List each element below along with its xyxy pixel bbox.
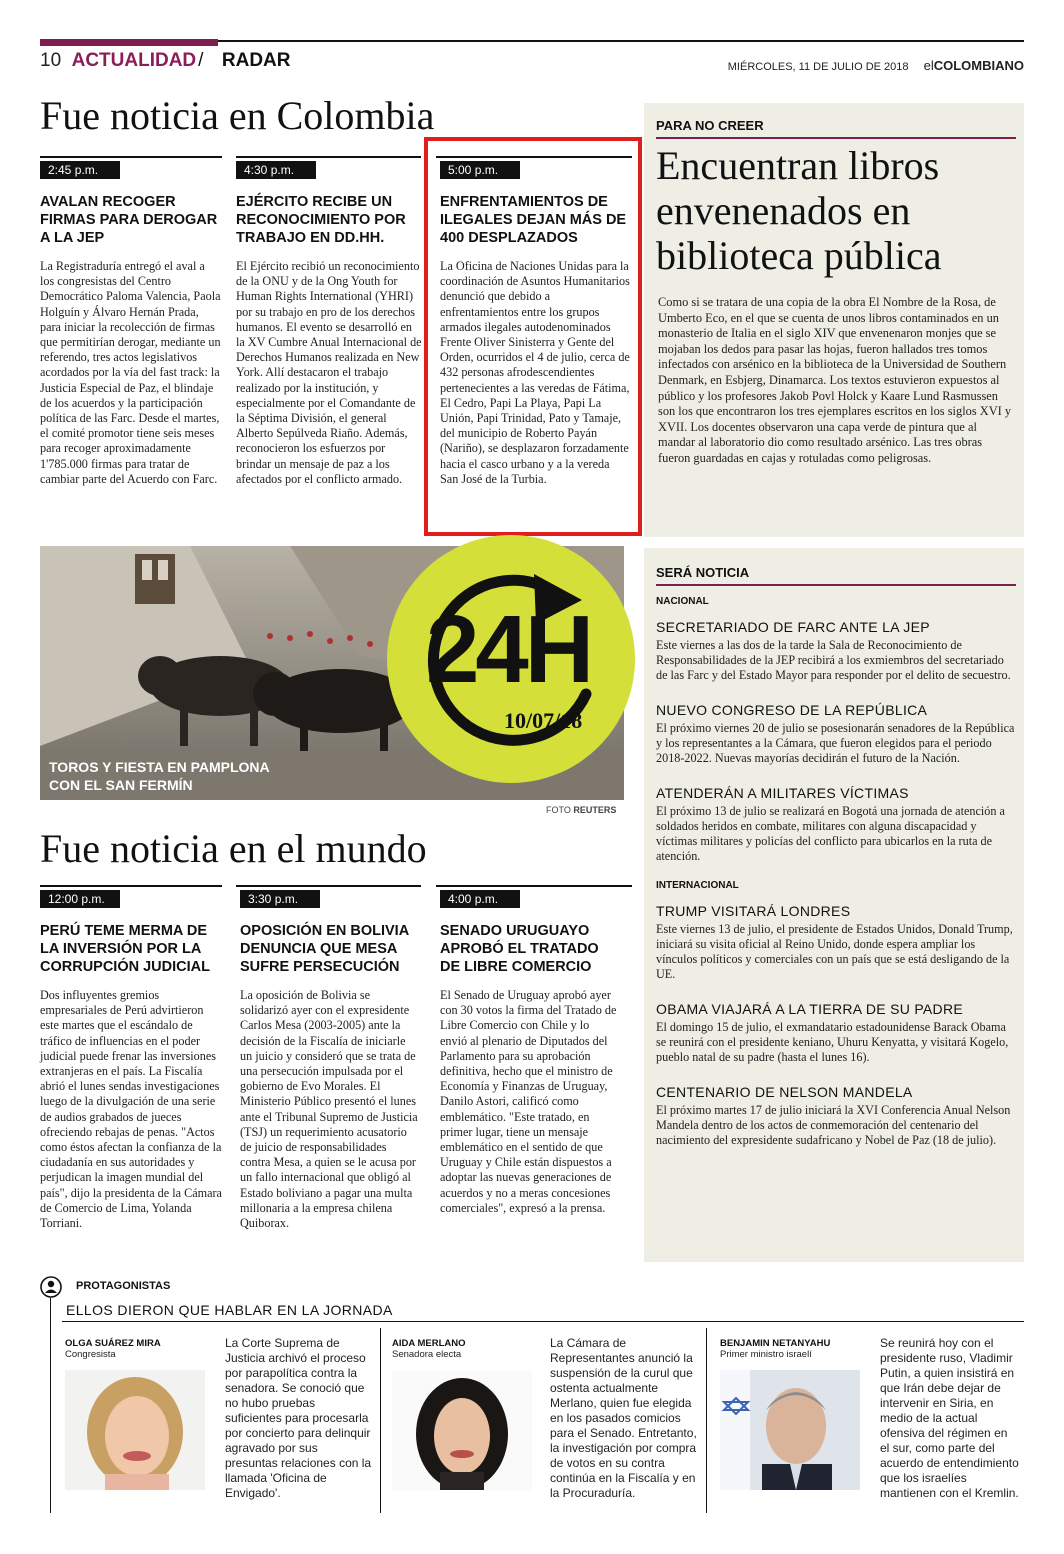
news-time: 12:00 p.m. (40, 890, 120, 908)
protagonist-name: BENJAMIN NETANYAHU (720, 1338, 831, 1349)
para-no-creer-body: Como si se tratara de una copia de la obra El Nombre de la Rosa, de Umberto Eco, en el que se cuenta de unos libros contaminados en un monasterio de Italia en el siglo XIV que envenenaron monjes que se mojaban los dedos para pasar las hojas, fueron hallados tres tomos infectados con arsénico en la biblioteca de la Universidad de Southern Denmark, en Esbjerg, Dinamarca. Los textos estuvieron expuestos al público y los profesores Jakob Povl Holck y Kaare Lund Rasmussen son los que encontraron los tres ejemplares escritos en los siglos XVI y XVII. Los docentes observaron una capa verde de pintura que al mandar al laboratorio dio como resultado arsénico. Las tres obras fueron guardadas en cajas y rotuladas como peligrosas. (658, 295, 1012, 465)
news-time: 3:30 p.m. (240, 890, 320, 908)
column-rule (436, 885, 632, 887)
protagonist-name: OLGA SUÁREZ MIRA (65, 1338, 161, 1349)
photo-credit-name: REUTERS (573, 805, 617, 815)
sera-noticia-body: El próximo 13 de julio se realizará en Bogotá una jornada de atención a soldados heridos en combate, militares con alguna discapacidad y víctimas militares y policías del conflicto para ubicarlos en la ruta de atención. (656, 804, 1005, 863)
sera-noticia-list (656, 596, 1016, 1148)
24h-badge-text: 24H (426, 596, 591, 703)
news-headline: OPOSICIÓN EN BOLIVIA DENUNCIA QUE MESA SUFRE PERSECUCIÓN (240, 923, 409, 975)
brand-prefix: el (923, 58, 934, 73)
section-name: ACTUALIDAD (71, 50, 197, 71)
protagonist-photo (65, 1370, 205, 1490)
photo-caption (49, 758, 270, 794)
column-rule (236, 156, 421, 158)
news-time: 5:00 p.m. (440, 161, 520, 179)
sera-noticia-item (656, 702, 1016, 766)
brand-name: COLOMBIANO (933, 58, 1024, 73)
news-headline: SENADO URUGUAYO APROBÓ EL TRATADO DE LIBRE COMERCIO (440, 923, 599, 975)
news-item (240, 888, 420, 1231)
protagonist-photo (720, 1370, 860, 1490)
news-item (440, 888, 618, 1216)
protagonist-role: Senadora electa (392, 1349, 462, 1360)
sera-noticia-item (656, 903, 1016, 982)
news-body: El Ejército recibió un reconocimiento de la ONU y de la Ong Youth for Human Rights International (YHRI) por su trabajo en pro de los derechos humanos. El evento se desarrolló en la XV Cumbre Anual Internacional de Derechos Humanos realizada en New York. Allí destacaron el trabajo realizado por la institución, y especialmente por el Comandante de la Séptima División, el general Alberto Sepúlveda Riaño. Además, reconocieron los esfuerzos por brindar un mensaje de paz a los afectados por el conflicto armado. (236, 259, 422, 486)
protagonist-text: La Corte Suprema de Justicia archivó el proceso por parapolítica contra la senadora. Se conoció que no hubo pruebas suficientes para procesarla por concierto para delinquir agravado por sus presuntas relaciones con la llamada 'Oficina de Envigado'. (225, 1336, 372, 1500)
section-slash: / (198, 50, 204, 71)
news-body: La Registraduría entregó el aval a los congresistas del Centro Democrático Paloma Valencia, Paola Holguín y Álvaro Hernán Prada, para iniciar la recolección de firmas que permitirían derogar, mediante un referendo, tres actos legislativos acordados por la vía del fast track: la Justicia Especial de Paz, el blindaje de los acuerdos y la participación política de las Farc. Desde el martes, el comité promotor tiene seis meses para recoger aproximadamente 1'785.000 firmas para tratar de cambiar parte del Acuerdo con Farc. (40, 259, 221, 486)
sera-noticia-title: OBAMA VIAJARÁ A LA TIERRA DE SU PADRE (656, 1001, 964, 1017)
sera-noticia-title: SECRETARIADO DE FARC ANTE LA JEP (656, 619, 930, 635)
news-body: El Senado de Uruguay aprobó ayer con 30 votos la firma del Tratado de Libre Comercio con Chile y lo envió al plenario de Diputados del Parlamento para su aprobación definitiva, hecho que el ministro de Economía y Finanzas de Uruguay, Danilo Astori, calificó como emblemático. "Este tratado, en primer lugar, tiene un mensaje emblemático en el sentido de que Uruguay y Chile están dispuestos a adoptar las nuevas generaciones de acuerdos y no a meras concesiones comerciales", expresó a la prensa. (440, 988, 617, 1215)
protagonist-card (392, 1338, 712, 1518)
news-time: 4:30 p.m. (236, 161, 316, 179)
issue-date: MIÉRCOLES, 11 DE JULIO DE 2018 (727, 61, 909, 73)
column-rule (40, 885, 222, 887)
sera-noticia-body: Este viernes 13 de julio, el presidente de Estados Unidos, Donald Trump, iniciará su visita oficial al Reino Unido, donde espera ampliar los vínculos políticos y comerciales con un país que se está desligando de la UE. (656, 922, 1013, 981)
sera-noticia-label-wrap (656, 562, 1016, 586)
sera-noticia-title: NUEVO CONGRESO DE LA REPÚBLICA (656, 702, 928, 718)
sera-noticia-body: El próximo martes 17 de julio iniciará la XVI Conferencia Anual Nelson Mandela dentro de los actos de conmemoración del centenario del nacimiento del expresidente sudafricano y Nobel de Paz (18 de julio). (656, 1103, 1011, 1147)
column-rule (236, 885, 421, 887)
header-date-brand (728, 58, 1024, 73)
photo-caption-line1: TOROS Y FIESTA EN PAMPLONA (49, 759, 270, 775)
news-headline: AVALAN RECOGER FIRMAS PARA DEROGAR A LA JEP (40, 194, 218, 246)
news-body: La Oficina de Naciones Unidas para la coordinación de Asuntos Humanitarios denunció que debido a enfrentamientos entre los grupos armados ilegales autodenominados Frente Oliver Sinisterra y Gente del Orden, ocurridos el 4 de julio, cerca de 432 personas afrodescendientes pertenecientes a las veredas de Fátima, El Cedro, Papi La Playa, Papi La Unión, Papi Trinidad, Pato y Tamaje, del municipio de Roberto Payán (Nariño), se desplazaron forzadamente hacia el casco urbano y a la vereda San José de la Turbia. (440, 259, 630, 486)
internacional-label: INTERNACIONAL (656, 880, 739, 891)
sera-noticia-item (656, 1084, 1016, 1148)
photo-credit-prefix: FOTO (546, 805, 571, 815)
protagonist-role: Primer ministro israelí (720, 1349, 812, 1360)
news-item (40, 888, 222, 1231)
para-no-creer-label: PARA NO CREER (656, 118, 764, 133)
sera-noticia-item (656, 1001, 1016, 1065)
24h-badge (386, 534, 636, 784)
para-no-creer-title: Encuentran libros envenenados en biblioteca pública (656, 143, 942, 278)
protagonist-text: Se reunirá hoy con el presidente ruso, Vladimir Putin, a quien insistirá en que Irán debe dejar de intervenir en Siria, en medio de la actual ofensiva del régimen en el sur, como parte del acuerdo de entendimiento que los israelíes mantienen con el Kremlin. (880, 1336, 1019, 1500)
subsection-name: RADAR (221, 50, 291, 71)
news-time: 4:00 p.m. (440, 890, 520, 908)
protagonistas-subtitle: ELLOS DIERON QUE HABLAR EN LA JORNADA (66, 1302, 393, 1318)
highlight-box (424, 137, 642, 536)
header-accent-bar (40, 39, 218, 46)
24h-badge-date: 10/07/18 (504, 708, 583, 733)
column-rule (40, 156, 222, 158)
colombia-title: Fue noticia en Colombia (40, 93, 435, 138)
news-body: Dos influyentes gremios empresariales de Perú advirtieron este martes que el escándalo de tráfico de influencias en el poder judicial puede frenar las inversiones extranjeras en el país. La Fiscalía abrió el lunes sendas investigaciones luego de la divulgación de una serie de audios grabados de jueces ofreciendo rebajas de penas. "Actos como éstos afectan la confianza de la ciudadanía en sus autoridades y perjudican la imagen mundial del país", dijo la presidenta de la Cámara de Comercio de Lima, Yolanda Torriani. (40, 988, 222, 1231)
protagonist-text: La Cámara de Representantes anunció la suspensión de la curul que ostenta actualmente Merlano, quien fue elegida en los pasados comicios para el Senado. Entretanto, la investigación por compra de votos en su contra continúa en la Fiscalía y en la Procuraduría. (550, 1336, 697, 1500)
news-headline: EJÉRCITO RECIBE UN RECONOCIMIENTO POR TRABAJO EN DD.HH. (236, 194, 406, 246)
nacional-label: NACIONAL (656, 596, 709, 607)
news-body: La oposición de Bolivia se solidarizó ayer con el expresidente Carlos Mesa (2003-2005) ante la decisión de la Fiscalía de iniciarle un juicio y consideró que se trata de una persecución impulsada por el gobierno de Evo Morales. El Ministerio Público presentó el lunes ante el Tribunal Supremo de Justicia (TSJ) un requerimiento acusatorio de juicio de responsabilidades contra Mesa, a quien se le acusa por un fallo internacional que obligó al Estado boliviano a pagar una multa millonaria a la empresa chilena Quiborax. (240, 988, 418, 1231)
sera-noticia-title: CENTENARIO DE NELSON MANDELA (656, 1084, 913, 1100)
protagonist-role: Congresista (65, 1349, 116, 1360)
news-headline: PERÚ TEME MERMA DE LA INVERSIÓN POR LA CORRUPCIÓN JUDICIAL (40, 923, 210, 975)
person-icon (40, 1276, 62, 1298)
para-no-creer-label-wrap (656, 115, 1016, 139)
news-item (40, 159, 222, 487)
sera-noticia-item (656, 785, 1016, 864)
protagonist-card (720, 1338, 1024, 1518)
protagonistas-label: PROTAGONISTAS (76, 1280, 171, 1292)
photo-caption-line2: CON EL SAN FERMÍN (49, 777, 193, 793)
sera-noticia-body: El domingo 15 de julio, el exmandatario estadounidense Barack Obama se reunirá con el presidente keniano, Uhuru Kenyatta, y visitará Kogelo, pueblo natal de su padre (hasta el lunes 16). (656, 1020, 1009, 1064)
protagonist-card (65, 1338, 385, 1518)
sera-noticia-item (656, 619, 1016, 683)
protagonistas-vrule (50, 1298, 51, 1513)
protagonistas-section (40, 1276, 1024, 1516)
news-item (236, 159, 422, 487)
protagonistas-divider (706, 1328, 707, 1513)
news-time: 2:45 p.m. (40, 161, 120, 179)
protagonistas-divider (380, 1328, 381, 1513)
protagonistas-rule (62, 1321, 1024, 1322)
protagonist-photo (392, 1370, 532, 1490)
sera-noticia-title: ATENDERÁN A MILITARES VÍCTIMAS (656, 785, 909, 801)
photo-credit (546, 805, 616, 815)
mundo-title: Fue noticia en el mundo (40, 826, 427, 871)
sera-noticia-label: SERÁ NOTICIA (656, 565, 750, 580)
protagonist-name: AIDA MERLANO (392, 1338, 466, 1349)
page-number: 10 (40, 50, 62, 71)
para-no-creer-box (644, 103, 1024, 537)
sera-noticia-box (644, 548, 1024, 1262)
sera-noticia-title: TRUMP VISITARÁ LONDRES (656, 903, 851, 919)
sera-noticia-body: Este viernes a las dos de la tarde la Sala de Reconocimiento de Responsabilidades de la JEP recibirá a los exmiembros del secretariado de las Farc y del Estado Mayor para responder por el delito de secuestro. (656, 638, 1011, 682)
news-headline: ENFRENTAMIENTOS DE ILEGALES DEJAN MÁS DE 400 DESPLAZADOS (440, 194, 627, 246)
sera-noticia-body: El próximo viernes 20 de julio se posesionarán senadores de la República y los representantes a la Cámara, que fueron elegidos para el periodo 2018-2022. Nuevas mayorías decidirán el futuro de la Nación. (656, 721, 1015, 765)
